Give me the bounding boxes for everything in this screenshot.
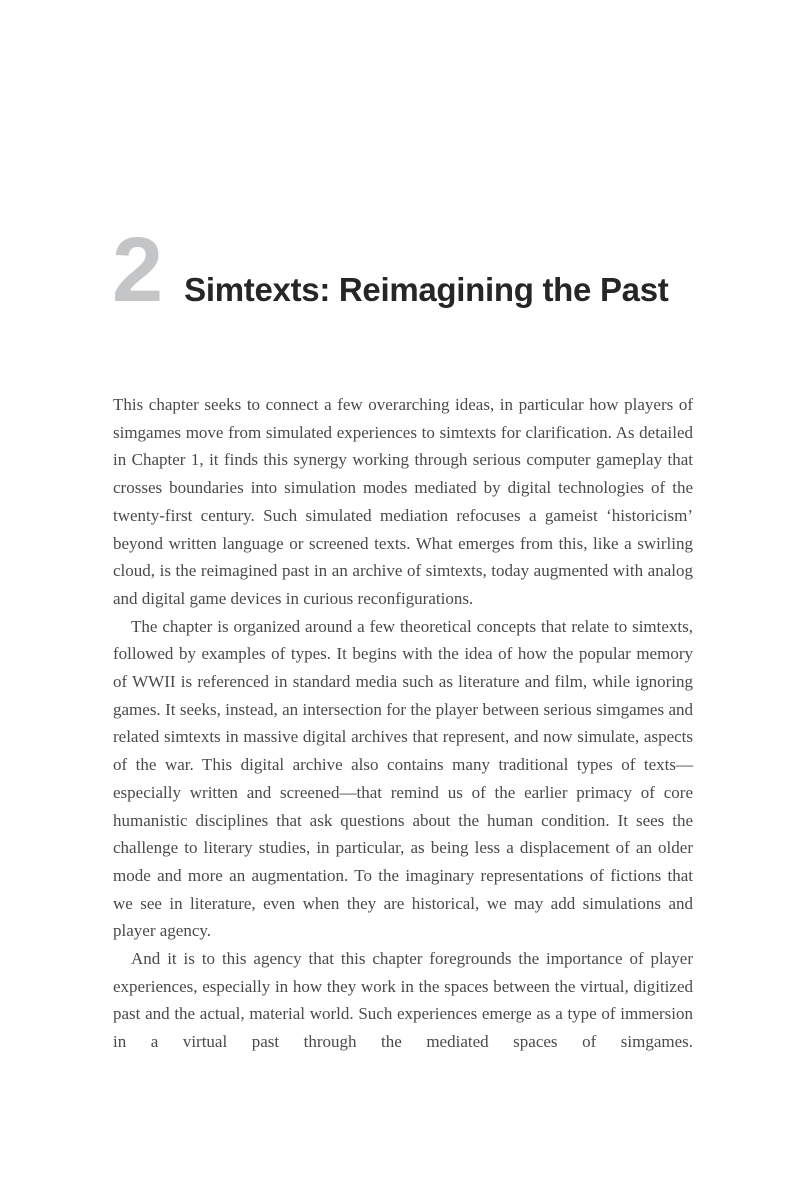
paragraph: And it is to this agency that this chapter foregrounds the importance of player experiences, especially in how they work in the spaces between the virtual, digitized past and the actual, material world. Such experiences emerge as a type of immersion in a virtual past through the mediated spaces of simgames.: [113, 949, 693, 1052]
paragraph: The chapter is organized around a few theoretical concepts that relate to simtexts, followed by examples of types. It begins with the idea of how the popular memory of WWII is referenced in standard media such as literature and film, while ignoring games. It seeks, instead, an intersection for the player between serious simgames and related simtexts in massive digital archives that represent, and now simulate, aspects of the war. This digital archive also contains many traditional types of texts—especially written and screened—that remind us of the earlier primacy of core humanistic disciplines that ask questions about the human condition. It sees the challenge to literary studies, in particular, as being less a displacement of an older mode and more an augmentation. To the imaginary representations of fictions that we see in literature, even when they are historical, we may add simulations and player agency.: [113, 616, 693, 941]
chapter-number: 2: [112, 219, 164, 321]
chapter-heading: [112, 219, 669, 321]
paragraph: This chapter seeks to connect a few overarching ideas, in particular how players of simgames move from simulated experiences to simtexts for clarification. As detailed in Chapter 1, it finds this synergy working through serious computer gameplay that crosses boundaries into simulation modes mediated by digital technologies of the twenty-first century. Such simulated mediation refocuses a gameist ‘historicism’ beyond written language or screened texts. What emerges from this, like a swirling cloud, is the reimagined past in an archive of simtexts, today augmented with analog and digital game devices in curious reconfigurations.: [113, 395, 693, 608]
chapter-title: Simtexts: Reimagining the Past: [184, 271, 669, 308]
chapter-body: [113, 391, 693, 1056]
